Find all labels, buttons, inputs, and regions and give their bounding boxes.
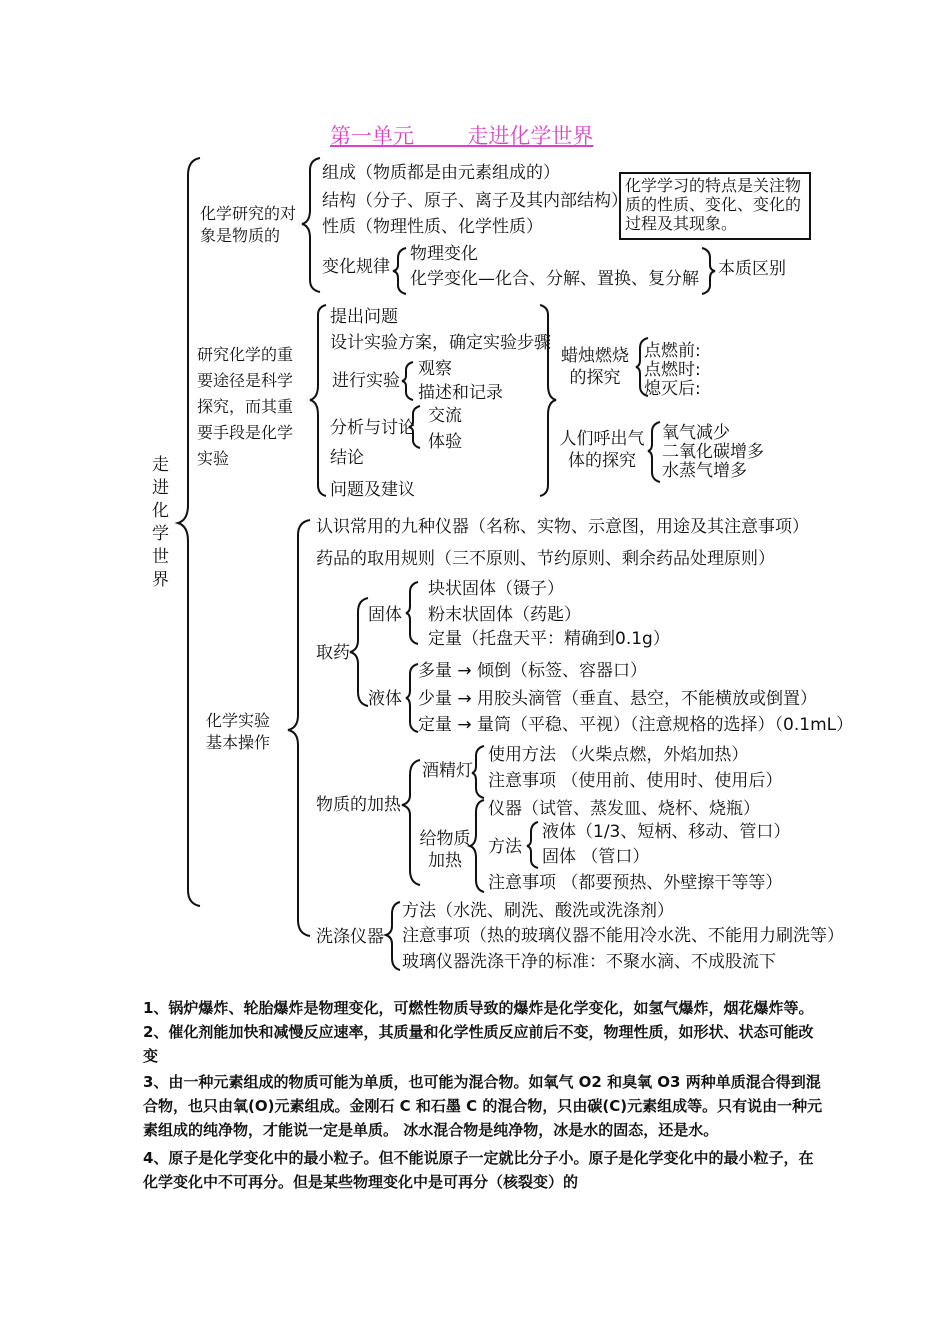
wash-item-1: 方法（水洗、刷洗、酸洗或洗涤剂） xyxy=(402,901,674,921)
page-title: 第一单元 走进化学世界 xyxy=(330,124,594,148)
candle-during: 点燃时: xyxy=(644,360,701,380)
wash-item-2: 注意事项（热的玻璃仪器不能用冷水洗、不能用力刷洗等） xyxy=(402,926,844,946)
heat-label: 物质的加热 xyxy=(316,795,401,815)
breath-h2o: 水蒸气增多 xyxy=(662,461,747,481)
s3-line-2: 药品的取用规则（三不原则、节约原则、剩余药品处理原则） xyxy=(316,549,775,569)
s2-step-3: 进行实验 xyxy=(332,371,400,391)
breath-co2: 二氧化碳增多 xyxy=(662,442,764,462)
diff-label: 本质区别 xyxy=(718,259,786,279)
heating-item-3: 注意事项 （都要预热、外壁擦干等等） xyxy=(488,873,783,893)
root-label: 走进化学世界 xyxy=(148,455,168,593)
s2-label: 研究化学的重要途径是科学探究，而其重要手段是化学实验 xyxy=(197,345,294,468)
s1-label: 化学研究的对象是物质的 xyxy=(200,204,297,245)
note-3: 3、由一种元素组成的物质可能为单质，也可能为混合物。如氧气 O2 和臭氧 O3 两种单质混合得到混合物，也只由氧(O)元素组成。金刚石 C 和石墨 C 的混合物，只由碳(C)元素组成等。只有说由一种元素组成的纯净物，才能说一定是单质。 冰水混合物是纯净物，冰是水的固态，还是水。 xyxy=(143,1073,823,1139)
method-liquid: 液体（1/3、短柄、移动、管口） xyxy=(542,822,791,842)
candle-before: 点燃前: xyxy=(644,341,701,361)
note-box: 化学学习的特点是关注物质的性质、变化、变化的过程及其现象。 xyxy=(619,172,811,240)
heating-item-1: 仪器（试管、蒸发皿、烧杯、烧瓶） xyxy=(488,799,760,819)
s1-item-3: 性质（物理性质、化学性质） xyxy=(322,217,543,237)
s1-item-1: 组成（物质都是由元素组成的） xyxy=(322,163,560,183)
method-solid: 固体 （管口） xyxy=(542,847,650,867)
solid-item-1: 块状固体（镊子） xyxy=(428,579,564,599)
heating-item-2: 方法 xyxy=(488,837,522,857)
change-chemical: 化学变化—化合、分解、置换、复分解 xyxy=(410,269,699,289)
liquid-item-3: 定量 → 量筒（平稳、平视）（注意规格的选择）（0.1mL） xyxy=(418,715,854,735)
change-physical: 物理变化 xyxy=(410,244,478,264)
heating-label: 给物质加热 xyxy=(419,829,471,871)
solid-item-2: 粉末状固体（药匙） xyxy=(428,605,581,625)
s2-step-2: 设计实验方案，确定实验步骤 xyxy=(330,333,551,353)
candle-after: 熄灭后: xyxy=(644,379,701,399)
exp-observe: 观察 xyxy=(418,359,452,379)
wash-item-3: 玻璃仪器洗涤干净的标准：不聚水滴、不成股流下 xyxy=(402,952,776,972)
lamp-item-2: 注意事项 （使用前、使用时、使用后） xyxy=(488,771,783,791)
s2-step-4: 分析与讨论 xyxy=(330,418,415,438)
lamp-label: 酒精灯 xyxy=(422,761,473,781)
s2-step-1: 提出问题 xyxy=(330,307,398,327)
s3-line-1: 认识常用的九种仪器（名称、实物、示意图，用途及其注意事项） xyxy=(316,517,809,537)
s1-item-4: 变化规律 xyxy=(322,257,390,277)
liquid-item-2: 少量 → 用胶头滴管（垂直、悬空，不能横放或倒置） xyxy=(418,689,818,709)
lamp-item-1: 使用方法 （火柴点燃，外焰加热） xyxy=(488,745,749,765)
breath-o2: 氧气减少 xyxy=(662,423,730,443)
note-1: 1、锅炉爆炸、轮胎爆炸是物理变化，可燃性物质导致的爆炸是化学变化，如氢气爆炸，烟花爆炸等。 xyxy=(143,999,814,1017)
candle-label: 蜡烛燃烧的探究 xyxy=(561,346,629,388)
liquid-label: 液体 xyxy=(368,689,402,709)
s2-step-6: 问题及建议 xyxy=(330,480,415,500)
note-2: 2、催化剂能加快和减慢反应速率，其质量和化学性质反应前后不变，物理性质，如形状、状态可能改变 xyxy=(143,1023,814,1065)
exp-record: 描述和记录 xyxy=(418,383,503,403)
s1-item-2: 结构（分子、原子、离子及其内部结构） xyxy=(322,191,628,211)
take-label: 取药 xyxy=(316,643,350,663)
s2-step-5: 结论 xyxy=(330,448,364,468)
breath-label: 人们呼出气体的探究 xyxy=(559,429,645,471)
liquid-item-1: 多量 → 倾倒（标签、容器口） xyxy=(418,661,648,681)
wash-label: 洗涤仪器 xyxy=(316,927,384,947)
solid-label: 固体 xyxy=(368,605,402,625)
solid-item-3: 定量（托盘天平：精确到0.1g） xyxy=(428,629,670,649)
note-4: 4、原子是化学变化中的最小粒子。但不能说原子一定就比分子小。原子是化学变化中的最小粒子，在化学变化中不可再分。但是某些物理变化中是可再分（核裂变）的 xyxy=(143,1149,814,1191)
disc-experience: 体验 xyxy=(428,432,462,452)
s3-label: 化学实验基本操作 xyxy=(206,711,271,752)
disc-exchange: 交流 xyxy=(428,406,462,426)
